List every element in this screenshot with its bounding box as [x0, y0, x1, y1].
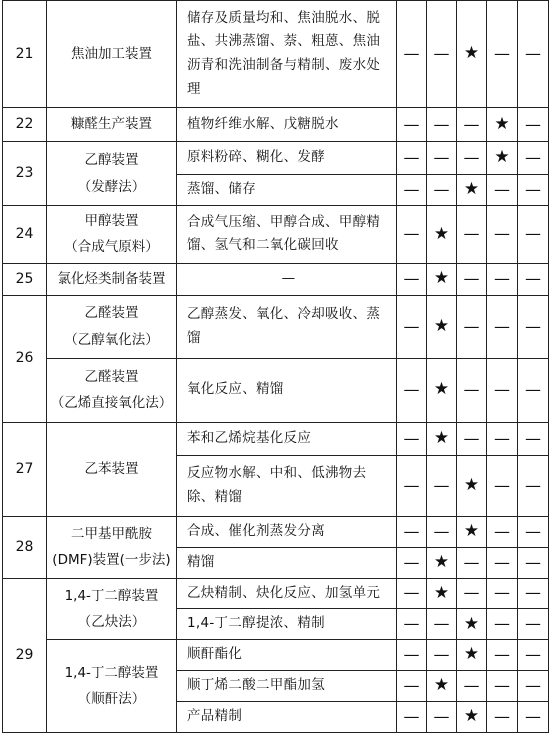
device-name-line: （合成气原料）: [64, 239, 159, 256]
grade-mark: ★: [457, 640, 487, 671]
device-name: [47, 142, 177, 206]
grade-mark: —: [397, 358, 427, 422]
grade-mark: ★: [487, 142, 518, 175]
grade-mark: —: [518, 142, 549, 175]
process-description: 蒸馏、储存: [177, 175, 397, 206]
grade-mark: ★: [427, 206, 457, 264]
grade-mark: —: [397, 295, 427, 358]
grade-mark: —: [518, 358, 549, 422]
device-name-line: 乙醛装置: [84, 305, 139, 322]
process-description: —: [177, 263, 397, 295]
grade-mark: —: [397, 547, 427, 578]
table-row: [3, 142, 549, 175]
grade-mark: —: [457, 547, 487, 578]
table-row: [3, 263, 549, 295]
process-description: 原料粉碎、糊化、发酵: [177, 142, 397, 175]
grade-mark: —: [518, 263, 549, 295]
table-row: [3, 295, 549, 358]
device-name-line: （乙烯直接氧化法）: [50, 395, 173, 412]
row-number: 29: [3, 578, 47, 732]
process-description: 产品精制: [177, 701, 397, 732]
grade-mark: —: [487, 701, 518, 732]
grade-mark: —: [397, 206, 427, 264]
grade-mark: —: [518, 547, 549, 578]
grade-mark: ★: [457, 455, 487, 516]
grade-mark: —: [457, 578, 487, 609]
grade-mark: —: [518, 175, 549, 206]
grade-mark: —: [457, 358, 487, 422]
grade-mark: ★: [457, 1, 487, 108]
process-description: 1,4-丁二醇提浓、精制: [177, 609, 397, 640]
process-description: 合成、催化剂蒸发分离: [177, 516, 397, 547]
grade-mark: —: [487, 455, 518, 516]
table-row: [3, 108, 549, 142]
device-name: [47, 295, 177, 358]
grade-mark: —: [427, 142, 457, 175]
grade-mark: —: [518, 206, 549, 264]
device-name-line: （乙炔法）: [77, 613, 146, 630]
process-description: 顺酐酯化: [177, 640, 397, 671]
grade-mark: ★: [427, 670, 457, 701]
grade-mark: ★: [427, 422, 457, 455]
grade-mark: —: [487, 547, 518, 578]
row-number: 22: [3, 108, 47, 142]
grade-mark: —: [397, 175, 427, 206]
row-number: 28: [3, 516, 47, 578]
grade-mark: —: [487, 640, 518, 671]
grade-mark: ★: [427, 547, 457, 578]
grade-mark: —: [518, 455, 549, 516]
device-name-line: 糠醛生产装置: [71, 116, 152, 133]
grade-mark: —: [487, 578, 518, 609]
device-name-line: 乙醛装置: [84, 368, 139, 385]
row-number: 24: [3, 206, 47, 264]
grade-mark: —: [518, 701, 549, 732]
grade-mark: —: [427, 455, 457, 516]
grade-mark: —: [518, 422, 549, 455]
grade-mark: —: [487, 516, 518, 547]
grade-mark: —: [427, 175, 457, 206]
device-name: [47, 108, 177, 142]
device-name-line: 氯化烃类制备装置: [57, 270, 166, 287]
row-number: 25: [3, 263, 47, 295]
process-description: 顺丁烯二酸二甲酯加氢: [177, 670, 397, 701]
device-name: [47, 358, 177, 422]
process-description: 植物纤维水解、戊糖脱水: [177, 108, 397, 142]
grade-mark: —: [397, 516, 427, 547]
device-name: [47, 1, 177, 108]
grade-mark: —: [427, 701, 457, 732]
grade-mark: —: [397, 578, 427, 609]
grade-mark: —: [518, 516, 549, 547]
grade-mark: —: [487, 263, 518, 295]
grade-mark: —: [397, 609, 427, 640]
grade-mark: —: [487, 1, 518, 108]
grade-mark: —: [487, 206, 518, 264]
grade-mark: —: [518, 670, 549, 701]
grade-mark: —: [487, 670, 518, 701]
device-name-line: (DMF)装置(一步法): [52, 552, 171, 569]
grade-mark: —: [397, 640, 427, 671]
grade-mark: —: [457, 108, 487, 142]
grade-mark: ★: [457, 701, 487, 732]
grade-mark: ★: [427, 578, 457, 609]
grade-mark: —: [427, 609, 457, 640]
process-description: 乙醇蒸发、氧化、冷却吸收、蒸馏: [177, 295, 397, 358]
grade-mark: —: [397, 422, 427, 455]
table-row: [3, 640, 549, 671]
device-name: [47, 516, 177, 578]
grade-mark: —: [427, 1, 457, 108]
grade-mark: —: [397, 142, 427, 175]
grade-mark: ★: [427, 358, 457, 422]
grade-mark: —: [397, 1, 427, 108]
device-name-line: 1,4-丁二醇装置: [64, 587, 159, 604]
device-name: [47, 640, 177, 732]
grade-mark: —: [487, 609, 518, 640]
grade-mark: ★: [457, 175, 487, 206]
grade-mark: —: [397, 263, 427, 295]
device-name-line: 1,4-丁二醇装置: [64, 664, 159, 681]
process-description: 氧化反应、精馏: [177, 358, 397, 422]
process-description: 乙炔精制、炔化反应、加氢单元: [177, 578, 397, 609]
device-name-line: （顺酐法）: [77, 690, 146, 707]
row-number: 27: [3, 422, 47, 516]
table-row: [3, 578, 549, 609]
device-name-line: 二甲基甲酰胺: [71, 525, 152, 542]
grade-mark: —: [518, 295, 549, 358]
grade-mark: —: [487, 175, 518, 206]
grade-mark: —: [457, 142, 487, 175]
device-name-line: （发酵法）: [77, 178, 146, 195]
device-name-line: 焦油加工装置: [71, 45, 152, 62]
grade-mark: ★: [487, 108, 518, 142]
grade-mark: —: [457, 263, 487, 295]
process-description: 反应物水解、中和、低沸物去除、精馏: [177, 455, 397, 516]
grade-mark: —: [518, 1, 549, 108]
device-name-line: （乙醇氧化法）: [64, 331, 159, 348]
grade-mark: ★: [427, 295, 457, 358]
table-row: [3, 516, 549, 547]
grade-mark: —: [518, 640, 549, 671]
grade-mark: —: [457, 206, 487, 264]
grade-mark: —: [457, 422, 487, 455]
process-description: 储存及质量均和、焦油脱水、脱盐、共沸蒸馏、萘、粗蒽、焦油沥青和洗油制备与精制、废水处理: [177, 1, 397, 108]
grade-mark: —: [487, 295, 518, 358]
grade-mark: —: [487, 422, 518, 455]
grade-mark: ★: [457, 609, 487, 640]
grade-mark: —: [487, 358, 518, 422]
device-name-line: 乙醇装置: [84, 152, 139, 169]
table-row: [3, 358, 549, 422]
grade-mark: —: [518, 578, 549, 609]
grade-mark: —: [397, 108, 427, 142]
grade-mark: —: [397, 670, 427, 701]
device-name: [47, 422, 177, 516]
grade-mark: —: [427, 640, 457, 671]
device-name: [47, 263, 177, 295]
grade-mark: —: [518, 609, 549, 640]
process-description: 合成气压缩、甲醇合成、甲醇精馏、氢气和二氧化碳回收: [177, 206, 397, 264]
row-number: 21: [3, 1, 47, 108]
grade-mark: ★: [457, 516, 487, 547]
table-row: [3, 206, 549, 264]
grade-mark: —: [397, 701, 427, 732]
grade-mark: —: [457, 670, 487, 701]
device-name: [47, 206, 177, 264]
device-name-line: 甲醇装置: [84, 213, 139, 229]
table-row: [3, 422, 549, 455]
device-classification-table: [2, 0, 549, 733]
grade-mark: —: [427, 108, 457, 142]
grade-mark: —: [427, 516, 457, 547]
table-row: [3, 1, 549, 108]
process-description: 苯和乙烯烷基化反应: [177, 422, 397, 455]
row-number: 23: [3, 142, 47, 206]
device-name-line: 乙苯装置: [84, 460, 139, 477]
device-name: [47, 578, 177, 640]
grade-mark: ★: [427, 263, 457, 295]
row-number: 26: [3, 295, 47, 422]
process-description: 精馏: [177, 547, 397, 578]
grade-mark: —: [397, 455, 427, 516]
grade-mark: —: [457, 295, 487, 358]
grade-mark: —: [518, 108, 549, 142]
